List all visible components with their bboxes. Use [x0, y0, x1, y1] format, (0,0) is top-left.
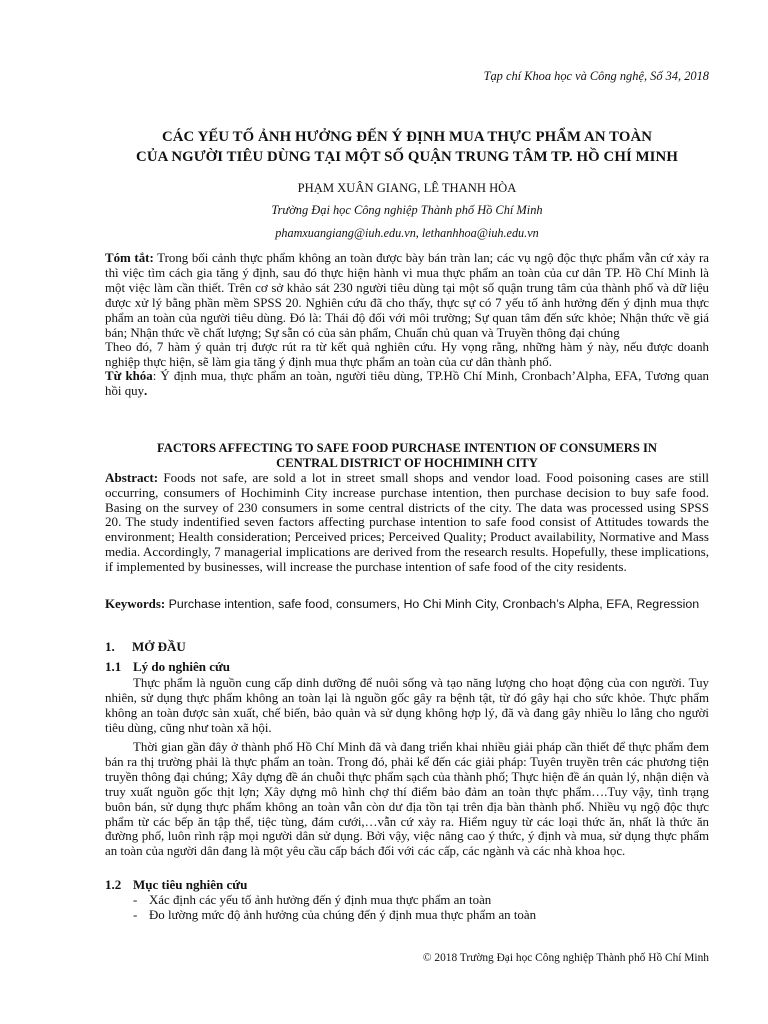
journal-header: Tạp chí Khoa học và Công nghệ, Số 34, 2018: [483, 69, 709, 83]
objectives-list: [133, 893, 709, 923]
list-item-text: Xác định các yếu tố ảnh hưởng đến ý định mua thực phẩm an toàn: [149, 893, 492, 907]
keywords-vi-text: : Ý định mua, thực phẩm an toàn, người tiêu dùng, TP.Hồ Chí Minh, Cronbach’Alpha, EFA, Tương quan hồi quy: [105, 369, 709, 398]
authors: PHẠM XUÂN GIANG, LÊ THANH HÒA: [297, 181, 517, 195]
section-heading-1: [105, 640, 186, 655]
paper-title-line2: CỦA NGƯỜI TIÊU DÙNG TẠI MỘT SỐ QUẬN TRUNG TÂM TP. HỒ CHÍ MINH: [136, 149, 678, 165]
abstract-english: [105, 471, 709, 575]
keywords-english: [105, 597, 709, 612]
abstract-vi-paragraph2: Theo đó, 7 hàm ý quản trị được rút ra từ kết quả nghiên cứu. Hy vọng rằng, những hàm ý này, nếu được doanh nghiệp thực hiện, sẽ làm gia tăng ý định mua thực phẩm an toàn của cư dân thành phố.: [105, 340, 709, 370]
subsection-1-2-number: 1.2: [105, 877, 122, 892]
keywords-vi-end: .: [144, 383, 148, 398]
section-1-number: 1.: [105, 639, 115, 654]
body-paragraph-1: Thực phẩm là nguồn cung cấp dinh dưỡng để nuôi sống và tạo năng lượng cho hoạt động của con người. Tuy nhiên, sử dụng thực phẩm không an toàn lại là nguồn gốc gây ra bệnh tật, từ đó gây hại cho sức khỏe. Thực phẩm không an toàn được sản xuất, chế biến, bảo quản và sử dụng không hợp lý, đã và đang gây nhiều lo lắng cho người tiêu dùng, cũng như toàn xã hội.: [105, 676, 709, 735]
keywords-en-text: Purchase intention, safe food, consumers, Ho Chi Minh City, Cronbach’s Alpha, EFA, Regression: [165, 597, 700, 611]
copyright-footer: © 2018 Trường Đại học Công nghiệp Thành phố Hồ Chí Minh: [422, 952, 709, 964]
english-title-line2: CENTRAL DISTRICT OF HOCHIMINH CITY: [276, 455, 538, 470]
subsection-1-2-title: Mục tiêu nghiên cứu: [133, 877, 248, 892]
paper-title-line1: CÁC YẾU TỐ ẢNH HƯỞNG ĐẾN Ý ĐỊNH MUA THỰC PHẨM AN TOÀN: [161, 129, 653, 145]
section-1-title: MỞ ĐẦU: [132, 639, 186, 654]
subsection-heading-1-1: [105, 660, 230, 675]
list-bullet: -: [133, 893, 138, 907]
english-title: [105, 441, 709, 470]
subsection-heading-1-2: [105, 878, 247, 893]
abstract-en-label: Abstract:: [105, 470, 159, 485]
affiliation: Trường Đại học Công nghiệp Thành phố Hồ Chí Minh: [271, 203, 543, 217]
abstract-vi-text: Trong bối cảnh thực phẩm không an toàn được bày bán tràn lan; các vụ ngộ độc thực phẩm vẫn cứ xảy ra thì việc tìm cách gia tăng ý định, sau đó thực hiện hành vi mua thực phẩm an toàn của cư dân TP. Hồ Chí Minh là một việc làm cần thiết. Trên cơ sở khảo sát 230 người tiêu dùng tại một số quận trung tâm của thành phố và dữ liệu được xử lý bằng phần mềm SPSS 20. Nghiên cứu đã cho thấy, thực sự có 7 yếu tố ảnh hưởng đến ý định mua thực phẩm an toàn của người tiêu dùng. Đó là: Thái độ đối với môi trường; Sự quan tâm đến sức khỏe; Nhận thức về giá bán; Nhận thức về chất lượng; Sự sẵn có của sản phẩm, Chuẩn chủ quan và Truyền thông đại chúng: [105, 251, 709, 340]
list-bullet: -: [133, 907, 138, 922]
abstract-en-text: Foods not safe, are sold a lot in street small shops and vendor load. Food poisoning cases are still occurring, consumers of Hochiminh City increase purchase intention, then purchase decision to buy safe food. Basing on the survey of 230 consumers in some central districts of the city. The data was processed using SPSS 20. The study indentified seven factors affecting purchase intention to safe food consist of Attitudes towards the environment; Health consideration; Perceived prices; Perceived Quality; Product availability, Normative and Mass media. Accordingly, 7 managerial implications are derived from the research results. Hopefully, these implications, if implemented by businesses, will increase the purchase intention of safe food of the city residents.: [105, 470, 709, 574]
abstract-vi-label: Tóm tắt:: [105, 251, 154, 265]
english-title-line1: FACTORS AFFECTING TO SAFE FOOD PURCHASE INTENTION OF CONSUMERS IN: [157, 441, 657, 455]
list-item: [133, 893, 709, 908]
abstract-vietnamese: [105, 251, 709, 370]
keywords-vietnamese: [105, 369, 709, 399]
keywords-vi-label: Từ khóa: [105, 369, 153, 383]
abstract-vi-paragraph: [105, 251, 709, 340]
subsection-1-1-number: 1.1: [105, 659, 122, 674]
subsection-1-1-title: Lý do nghiên cứu: [133, 659, 231, 674]
list-item: [133, 908, 709, 923]
body-paragraph-2: Thời gian gần đây ở thành phố Hồ Chí Minh đã và đang triển khai nhiều giải pháp cần thiết để thực phẩm đem bán ra thị trường phải là thực phẩm an toàn. Trong đó, phải kể đến các giải pháp: Tuyên truyền trên các phương tiện truyền thông đại chúng; Xây dựng đề án chuỗi thực phẩm sạch của thành phố; Thực hiện đề án quản lý, nhận diện và truy xuất nguồn gốc thịt lợn; Xây dựng mô hình chợ thí điểm bảo đảm an toàn thực phẩm….Tuy vậy, tình trạng buôn bán, sử dụng thực phẩm không an toàn vẫn còn dư địa tồn tại trên địa bàn thành phố. Nhiều vụ ngộ độc thực phẩm từ các bếp ăn tập thể, tiệc tùng, đám cưới,…vẫn cứ xảy ra. Hiểm nguy từ các loại thức ăn, nhất là thức ăn đường phố, luôn rình rập mọi người dân sử dụng. Bởi vậy, việc nâng cao ý thức, ý định và mua, sử dụng thực phẩm an toàn của người dân đang là một yêu cầu cấp bách đối với các cấp, các ngành và các nhà khoa học.: [105, 740, 709, 859]
list-item-text: Đo lường mức độ ảnh hưởng của chúng đến ý định mua thực phẩm an toàn: [149, 907, 537, 922]
author-emails: phamxuangiang@iuh.edu.vn, lethanhhoa@iuh.edu.vn: [275, 226, 539, 240]
keywords-en-label: Keywords:: [105, 597, 166, 611]
paper-title: [105, 127, 709, 167]
